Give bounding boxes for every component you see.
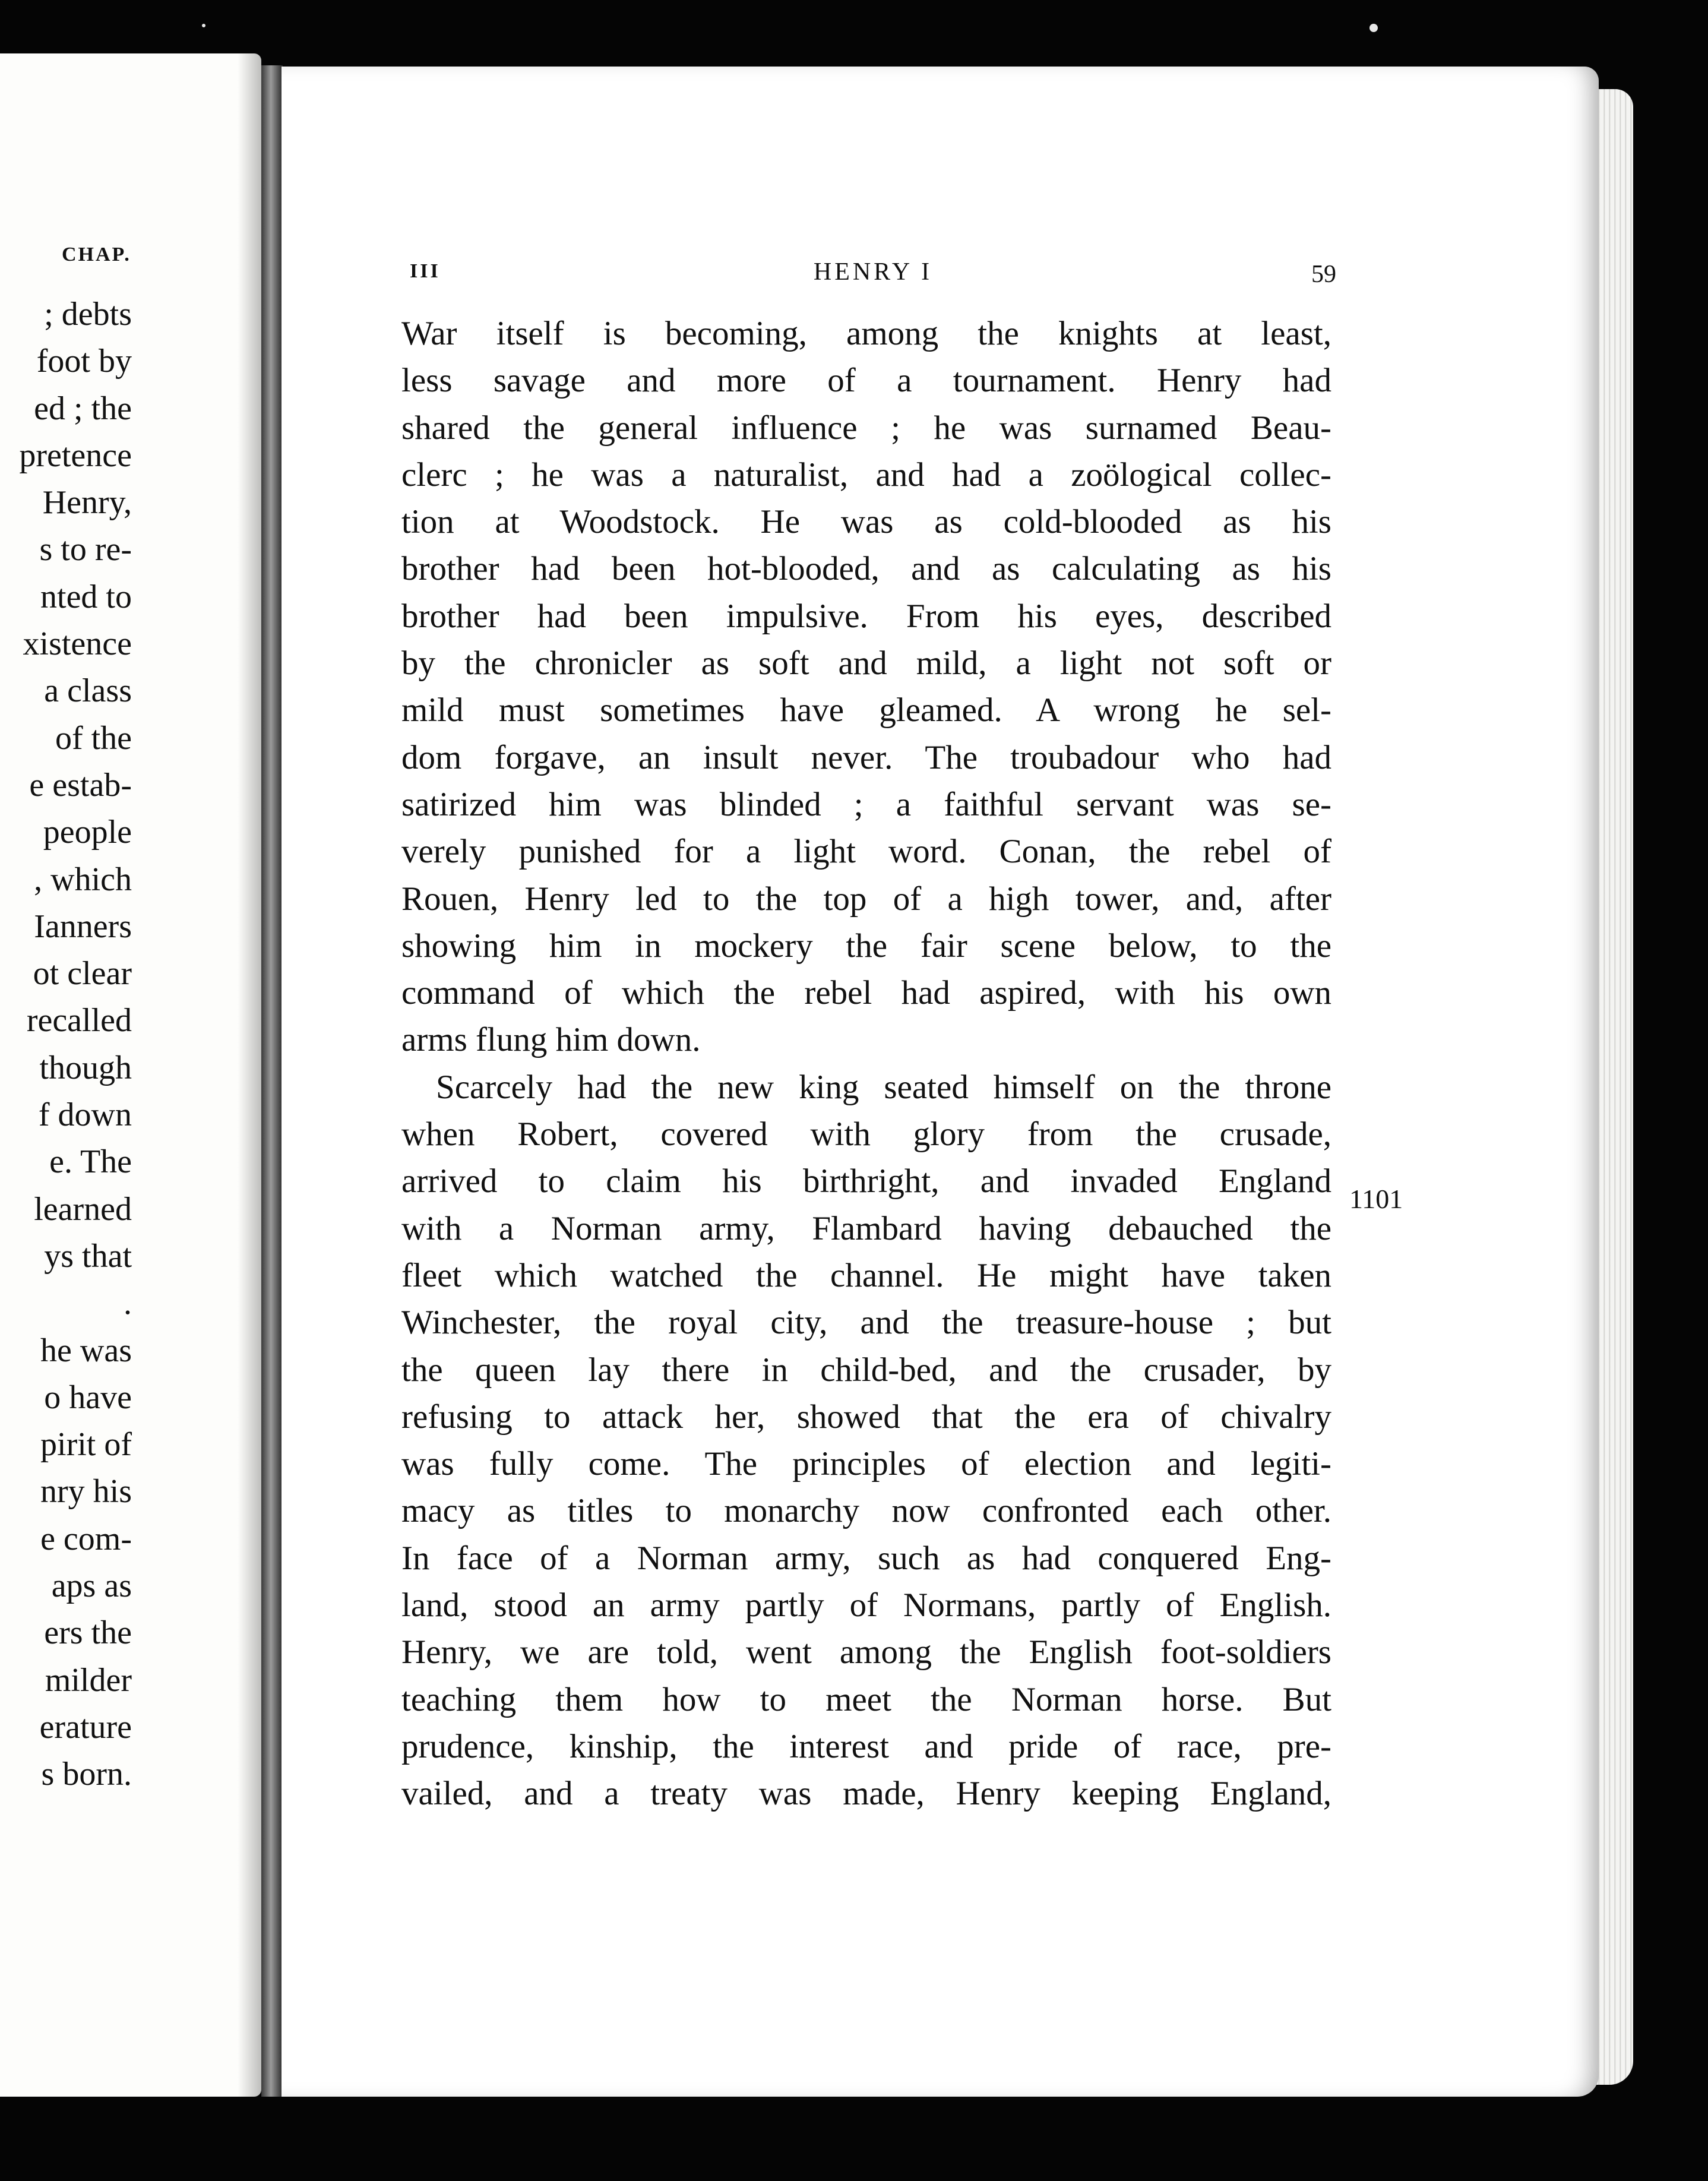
left-chapter-label: CHAP. <box>62 244 131 265</box>
left-line: nry his <box>40 1473 132 1510</box>
text-line: satirized him was blinded ; a faithful servant was se- <box>401 785 1331 823</box>
text-line: arrived to claim his birthright, and invaded England <box>401 1162 1331 1200</box>
left-line: s to re- <box>39 531 132 568</box>
left-line: foot by <box>36 343 132 380</box>
left-line: ed ; the <box>34 390 132 427</box>
left-line: people <box>43 814 132 851</box>
body-text <box>401 310 1331 1818</box>
text-line: Scarcely had the new king seated himself on the throne <box>436 1068 1331 1106</box>
text-line: arms flung him down. <box>401 1021 701 1059</box>
text-line: dom forgave, an insult never. The troubadour who had <box>401 738 1331 776</box>
left-line: Henry, <box>42 484 132 521</box>
text-line: Henry, we are told, went among the English foot-soldiers <box>401 1633 1331 1671</box>
text-line: tion at Woodstock. He was as cold-blooded as his <box>401 503 1331 541</box>
left-line: xistence <box>23 625 132 663</box>
left-line: o have <box>44 1379 132 1416</box>
text-line: when Robert, covered with glory from the crusade, <box>401 1115 1331 1153</box>
left-line: aps as <box>51 1567 132 1605</box>
left-line: nted to <box>40 578 132 615</box>
text-line: command of which the rebel had aspired, with his own <box>401 974 1331 1012</box>
text-line: macy as titles to monarchy now confronted each other. <box>401 1492 1331 1530</box>
left-line: e estab- <box>29 766 132 804</box>
dust-speck <box>1369 24 1378 32</box>
left-line: pirit of <box>40 1426 132 1464</box>
chapter-number: III <box>410 260 441 282</box>
text-line: War itself is becoming, among the knights at least, <box>401 315 1331 352</box>
running-head <box>410 260 1336 290</box>
left-line: milder <box>45 1661 132 1699</box>
text-line: shared the general influence ; he was surnamed Beau- <box>401 409 1331 447</box>
left-line: e com- <box>40 1520 132 1557</box>
text-line: teaching them how to meet the Norman horse. But <box>401 1680 1331 1718</box>
text-line: In face of a Norman army, such as had conquered Eng- <box>401 1539 1331 1577</box>
text-line: land, stood an army partly of Normans, partly of English. <box>401 1586 1331 1624</box>
text-line: brother had been impulsive. From his eyes, described <box>401 597 1331 635</box>
text-line: prudence, kinship, the interest and pride of race, pre- <box>401 1727 1331 1765</box>
dust-speck <box>202 24 205 27</box>
left-line: , which <box>34 861 132 898</box>
text-line: the queen lay there in child-bed, and the crusader, by <box>401 1351 1331 1389</box>
left-line: erature <box>39 1708 132 1746</box>
margin-year-note: 1101 <box>1349 1184 1403 1214</box>
text-line: clerc ; he was a naturalist, and had a zoölogical collec- <box>401 456 1331 494</box>
left-line: e. The <box>49 1143 132 1181</box>
text-line: verely punished for a light word. Conan, the rebel of <box>401 833 1331 871</box>
left-line: f down <box>38 1096 132 1134</box>
left-line: ys that <box>44 1237 132 1275</box>
text-line: vailed, and a treaty was made, Henry keeping England, <box>401 1775 1331 1813</box>
left-facing-page <box>0 53 261 2097</box>
page-number: 59 <box>1311 261 1336 288</box>
text-line: with a Norman army, Flambard having debauched the <box>401 1209 1331 1247</box>
text-line: Rouen, Henry led to the top of a high tower, and, after <box>401 880 1331 918</box>
text-line: brother had been hot-blooded, and as calculating as his <box>401 550 1331 588</box>
text-line: was fully come. The principles of election and legiti- <box>401 1445 1331 1483</box>
left-line: s born. <box>41 1756 132 1793</box>
text-line: Winchester, the royal city, and the treasure-house ; but <box>401 1304 1331 1342</box>
text-line: refusing to attack her, showed that the era of chivalry <box>401 1398 1331 1436</box>
left-line: though <box>39 1049 132 1086</box>
left-line: he was <box>40 1332 132 1369</box>
left-line: ot clear <box>33 955 132 992</box>
left-line: recalled <box>26 1002 132 1039</box>
running-title: HENRY I <box>813 258 933 286</box>
text-line: mild must sometimes have gleamed. A wrong he sel- <box>401 691 1331 729</box>
text-line: less savage and more of a tournament. Henry had <box>401 362 1331 400</box>
left-line: a class <box>44 672 132 710</box>
left-line: ers the <box>44 1614 132 1652</box>
text-line: fleet which watched the channel. He might have taken <box>401 1256 1331 1294</box>
left-line: learned <box>34 1190 132 1228</box>
left-line: of the <box>55 719 132 757</box>
left-page-text <box>1 291 132 1798</box>
left-line: . <box>124 1285 132 1322</box>
left-line: pretence <box>19 437 132 474</box>
text-line: by the chronicler as soft and mild, a light not soft or <box>401 644 1331 682</box>
book-gutter <box>261 65 283 2097</box>
left-line: ; debts <box>44 296 132 333</box>
text-line: showing him in mockery the fair scene below, to the <box>401 927 1331 965</box>
left-line: Ianners <box>34 908 132 945</box>
